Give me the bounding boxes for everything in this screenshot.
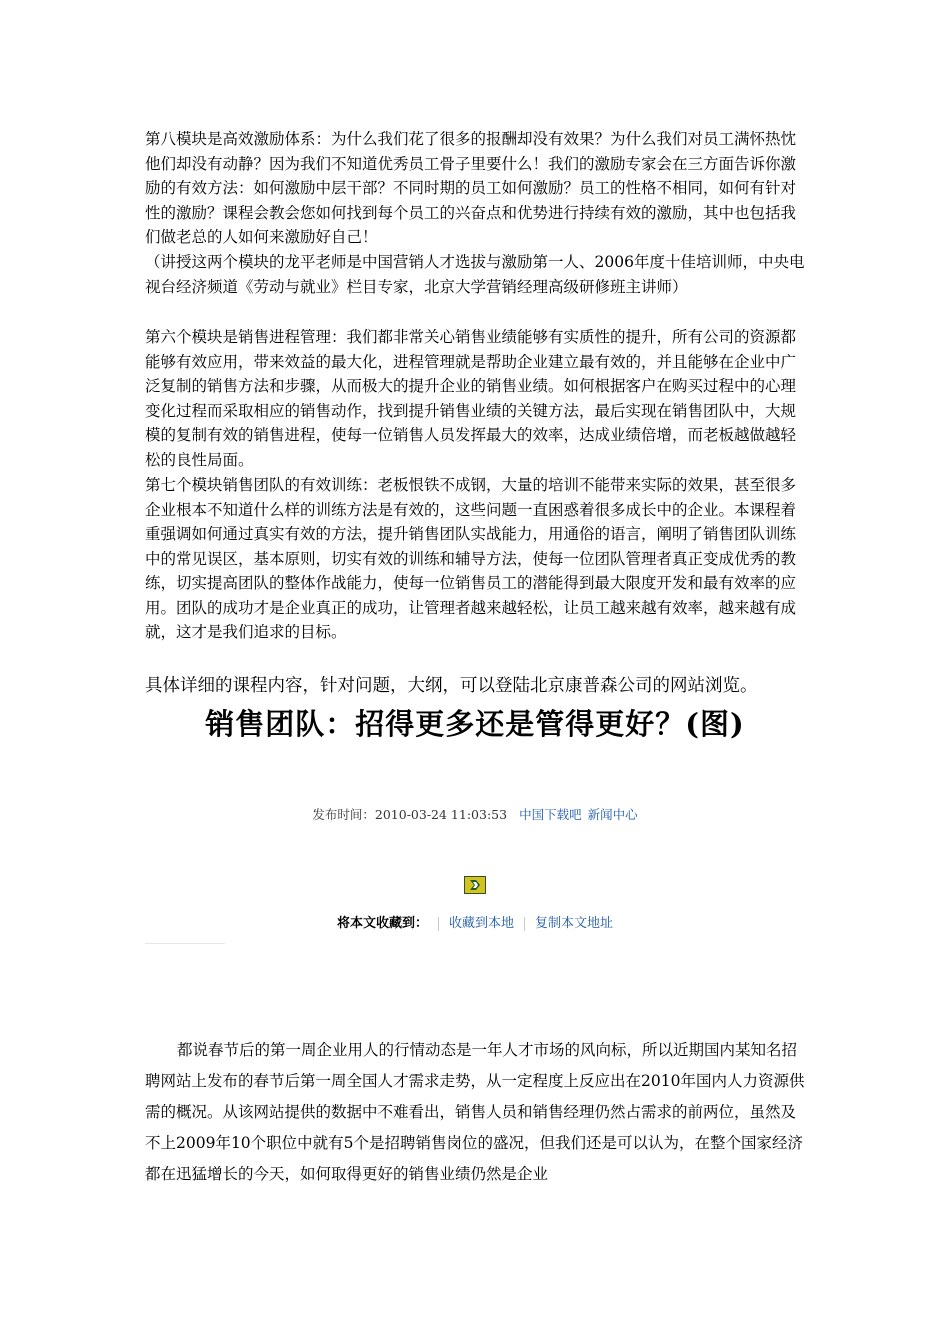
favorite-label: 将本文收藏到： [336, 916, 428, 931]
article-meta [0, 805, 950, 825]
publish-time: 发布时间：2010-03-24 11:03:53 [312, 807, 508, 822]
module7-paragraph: 第七个模块销售团队的有效训练：老板恨铁不成钢，大量的培训不能带来实际的效果，甚至很多企业根本不知道什么样的训练方法是有效的，这些问题一直困惑着很多成长中的企业。本课程着重强调如何通过真实有效的方法，提升销售团队实战能力，用通俗的语言，阐明了销售团队训练中的常见误区，基本原则，切实有效的训练和辅导方法，使每一位团队管理者真正变成优秀的教练，切实提高团队的整体作战能力，使每一位销售员工的潜能得到最大限度开发和最有效率的应用。团队的成功才是企业真正的成功，让管理者越来越轻松，让员工越来越有效率，越来越有成就，这才是我们追求的目标。 [145, 476, 797, 641]
copy-url-link[interactable]: 复制本文地址 [535, 916, 614, 931]
article-body: 都说春节后的第一周企业用人的行情动态是一年人才市场的风向标，所以近期国内某知名招聘网站上发布的春节后第一周全国人才需求走势，从一定程度上反应出在2010年国内人力资源供需的概况。从该网站提供的数据中不难看出，销售人员和销售经理仍然占需求的前两位，虽然及不上2009年10个职位中就有5个是招聘销售岗位的盛况，但我们还是可以认为，在整个国家经济都在迅猛增长的今天，如何取得更好的销售业绩仍然是企业 [145, 1041, 805, 1183]
channel-link[interactable]: 新闻中心 [587, 807, 638, 822]
separator [524, 917, 525, 931]
module8-paragraph: 第八模块是高效激励体系：为什么我们花了很多的报酬却没有效果？为什么我们对员工满怀热忱他们却没有动静？因为我们不知道优秀员工骨子里要什么！我们的激励专家会在三方面告诉你激励的有效方法：如何激励中层干部？不同时期的员工如何激励？员工的性格不相同，如何有针对性的激励？课程会教会您如何找到每个员工的兴奋点和优势进行持续有效的激励，其中也包括我们做老总的人如何来激励好自己！ [145, 130, 797, 246]
detail-paragraph: 具体详细的课程内容，针对问题，大纲，可以登陆北京康普森公司的网站浏览。 [145, 676, 758, 696]
separator [438, 917, 439, 931]
divider [145, 943, 225, 944]
favorite-bar [0, 913, 950, 935]
source-link[interactable]: 中国下载吧 [519, 807, 582, 822]
module6-paragraph: 第六个模块是销售进程管理：我们都非常关心销售业绩能够有实质性的提升，所有公司的资源都能够有效应用，带来效益的最大化，进程管理就是帮助企业建立最有效的，并且能够在企业中广泛复制的销售方法和步骤，从而极大的提升企业的销售业绩。如何根据客户在购买过程中的心理变化过程而采取相应的销售动作，找到提升销售业绩的关键方法，最后实现在销售团队中，大规模的复制有效的销售进程，使每一位销售人员发挥最大的效率，达成业绩倍增，而老板越做越轻松的良性局面。 [145, 328, 797, 469]
article-title: 销售团队：招得更多还是管得更好？(图) [205, 707, 745, 741]
instructor-note: （讲授这两个模块的龙平老师是中国营销人才选拔与激励第一人、2006年度十佳培训师，中央电视台经济频道《劳动与就业》栏目专家，北京大学营销经理高级研修班主讲师） [145, 253, 805, 296]
bookmark-icon[interactable] [464, 876, 486, 894]
save-local-link[interactable]: 收藏到本地 [448, 916, 514, 931]
